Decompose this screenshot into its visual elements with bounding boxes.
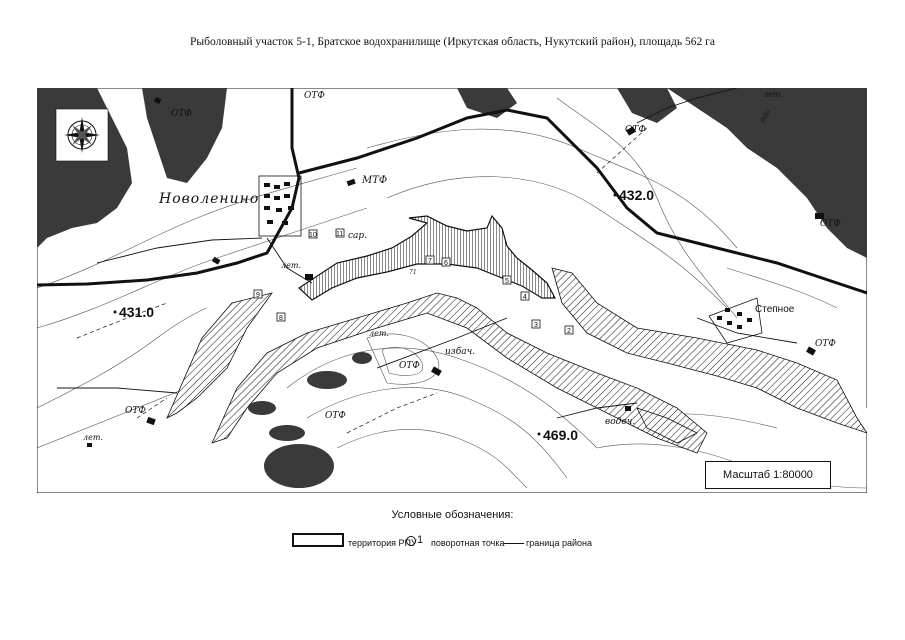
- svg-text:ОТФ: ОТФ: [325, 411, 346, 421]
- svg-text:6: 6: [444, 260, 448, 267]
- svg-text:ОТФ: ОТФ: [399, 361, 420, 371]
- scale-label: Масштаб 1:80000: [705, 461, 831, 489]
- svg-text:лет.: лет.: [281, 261, 301, 270]
- label-mtf: МТФ: [362, 175, 388, 186]
- svg-text:8: 8: [279, 315, 283, 322]
- legend-point-number: 1: [417, 534, 424, 546]
- svg-text:лет.: лет.: [83, 433, 103, 442]
- svg-text:ОТФ: ОТФ: [815, 339, 836, 349]
- svg-text:водоч.: водоч.: [605, 417, 636, 427]
- svg-text:сар.: сар.: [348, 231, 368, 241]
- svg-text:избач.: избач.: [445, 347, 476, 357]
- territory-swatch: [292, 533, 344, 547]
- compass-rose: [56, 109, 108, 161]
- svg-text:71: 71: [409, 269, 417, 276]
- legend-point-label: поворотная точка: [431, 538, 505, 548]
- height-432: 432.0: [619, 187, 655, 203]
- svg-text:10: 10: [309, 232, 317, 239]
- height-469: 469.0: [543, 427, 579, 443]
- legend-territory-label: территория РПУ: [348, 538, 417, 548]
- svg-text:ОТФ: ОТФ: [820, 219, 841, 229]
- svg-text:лет.: лет.: [369, 329, 389, 338]
- svg-text:5: 5: [505, 278, 509, 285]
- svg-text:лет.: лет.: [763, 90, 783, 99]
- svg-text:2: 2: [567, 328, 571, 335]
- svg-text:ОТФ: ОТФ: [171, 109, 192, 119]
- label-novolenino: Новоленино: [159, 191, 260, 207]
- page-title: Рыболовный участок 5-1, Братское водохранилище (Иркутская область, Нукутский район), площадь 562 га: [190, 36, 715, 48]
- svg-text:ОТФ: ОТФ: [304, 91, 325, 101]
- svg-text:4: 4: [523, 294, 527, 301]
- svg-text:9: 9: [256, 292, 260, 299]
- svg-text:11: 11: [336, 231, 344, 238]
- legend-boundary-label: граница района: [526, 538, 592, 548]
- map-image: [37, 88, 867, 493]
- svg-text:ОТФ: ОТФ: [625, 125, 646, 135]
- turning-point-icon: [406, 536, 416, 546]
- svg-text:3: 3: [534, 322, 538, 329]
- svg-text:7: 7: [428, 258, 432, 265]
- label-stepnoe: Степное: [755, 304, 795, 315]
- legend-title: Условные обозначения:: [391, 509, 514, 521]
- height-431: 431.0: [119, 304, 155, 320]
- svg-text:600: 600: [758, 108, 773, 124]
- svg-text:ОТФ: ОТФ: [125, 406, 146, 416]
- boundary-line-icon: [504, 543, 524, 544]
